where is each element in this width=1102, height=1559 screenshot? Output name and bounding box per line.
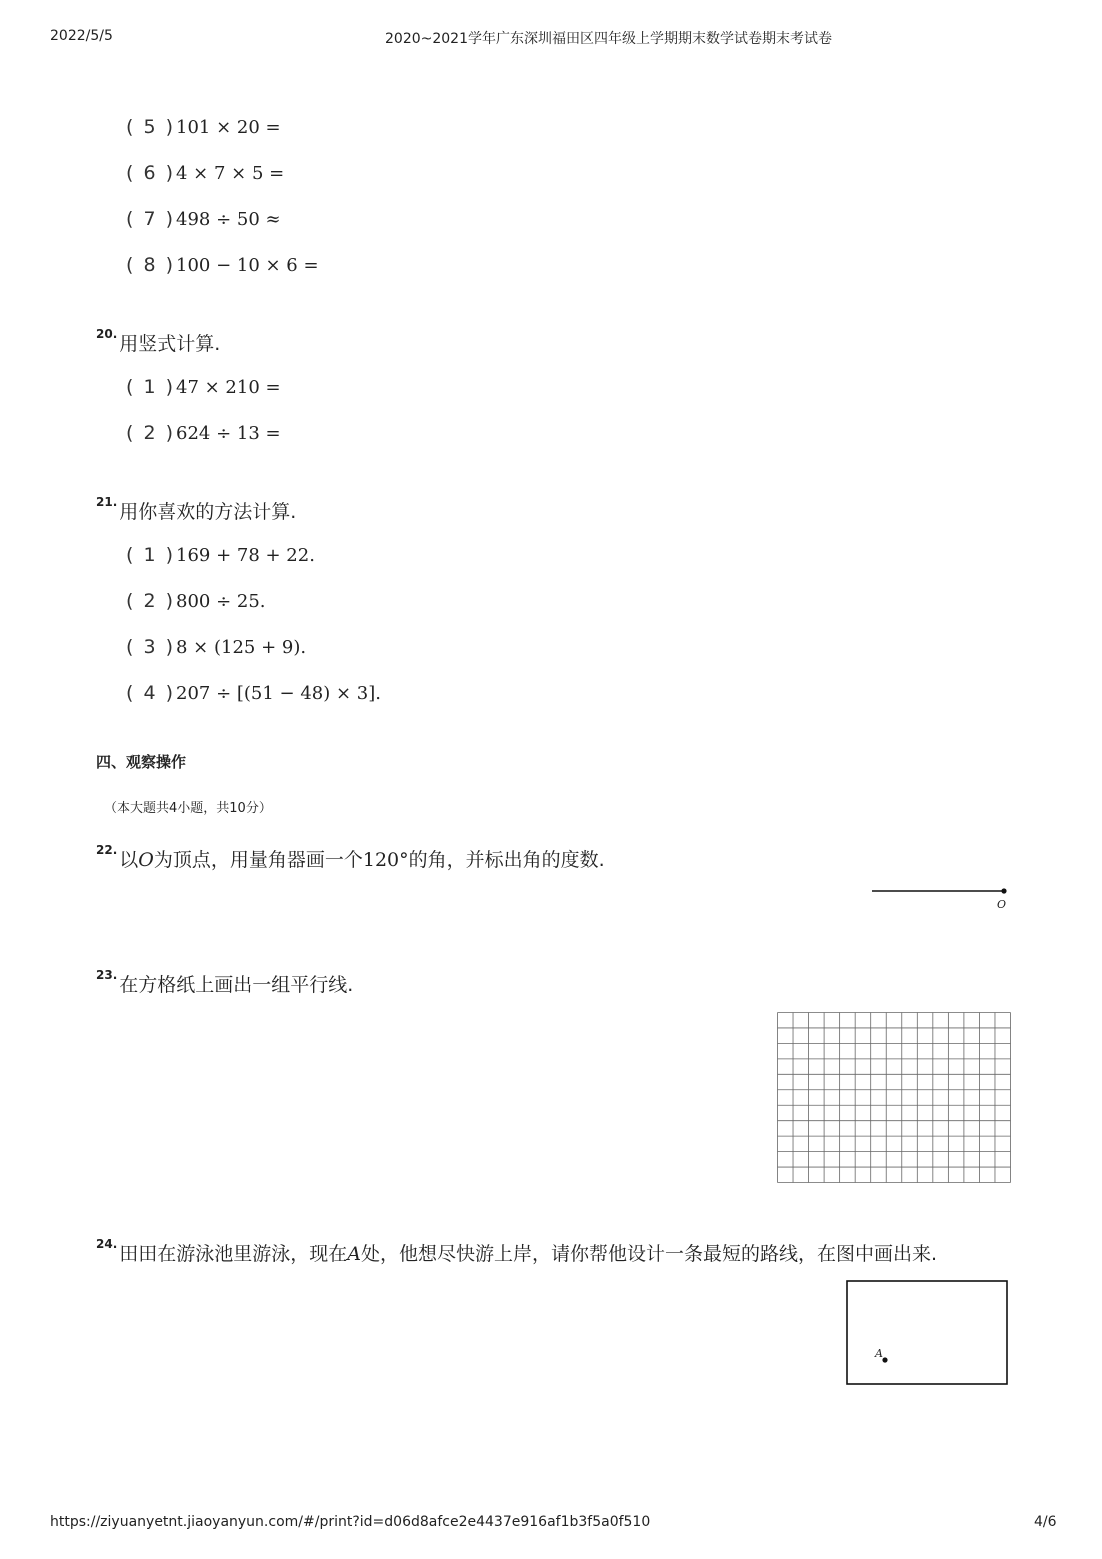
question-number: 21. xyxy=(96,495,118,509)
square-grid xyxy=(777,1012,1011,1183)
sub-label: ( 1 ) xyxy=(126,544,175,566)
math-variable: A xyxy=(347,1243,362,1265)
angle-value: 120° xyxy=(362,849,409,871)
sub-label: ( 7 ) xyxy=(126,208,175,230)
sub-label: ( 5 ) xyxy=(126,116,175,138)
sub-label: ( 4 ) xyxy=(126,682,175,704)
sub-expression: 800 ÷ 25. xyxy=(176,591,266,612)
question-24 xyxy=(96,1239,937,1266)
sub-label: ( 2 ) xyxy=(126,422,175,444)
question-22 xyxy=(96,845,605,872)
q20-sub-2 xyxy=(126,422,281,444)
question-23 xyxy=(96,970,353,997)
print-date: 2022/5/5 xyxy=(50,28,113,44)
sub-expression: 101 × 20 = xyxy=(176,117,281,138)
sub-expression: 47 × 210 = xyxy=(176,377,281,398)
question-text: 用你喜欢的方法计算. xyxy=(119,501,297,523)
pool-diagram xyxy=(846,1280,1008,1385)
question-21 xyxy=(96,497,296,524)
text-segment: 的角，并标出角的度数. xyxy=(408,849,605,871)
section-note: （本大题共4小题，共10分） xyxy=(104,801,272,816)
document-title: 2020~2021学年广东深圳福田区四年级上学期期末数学试卷期末考试卷 xyxy=(385,31,832,47)
q19-sub-7 xyxy=(126,208,281,230)
question-number: 22. xyxy=(96,843,118,857)
sub-expression: 169 + 78 + 22. xyxy=(176,545,315,566)
question-text: 在方格纸上画出一组平行线. xyxy=(119,974,354,996)
sub-label: ( 8 ) xyxy=(126,254,175,276)
point-a xyxy=(882,1357,887,1362)
q21-sub-1 xyxy=(126,544,315,566)
text-segment: 田田在游泳池里游泳，现在 xyxy=(119,1243,348,1265)
sub-expression: 100 − 10 × 6 = xyxy=(176,255,319,276)
q19-sub-8 xyxy=(126,254,319,276)
q21-sub-3 xyxy=(126,636,306,658)
question-text xyxy=(119,1243,937,1265)
question-text xyxy=(119,849,604,871)
sub-label: ( 2 ) xyxy=(126,590,175,612)
text-segment: 处，他想尽快游上岸，请你帮他设计一条最短的路线，在图中画出来. xyxy=(361,1243,938,1265)
vertex-label: O xyxy=(997,898,1007,911)
question-number: 24. xyxy=(96,1237,118,1251)
ray-diagram xyxy=(860,880,1020,916)
page-url: https://ziyuanyetnt.jiaoyanyun.com/#/print?id=d06d8afce2e4437e916af1b3f5a0f510 xyxy=(50,1514,651,1530)
page-number: 4/6 xyxy=(1034,1514,1057,1530)
sub-label: ( 3 ) xyxy=(126,636,175,658)
point-a-label: A xyxy=(875,1347,883,1360)
question-text: 用竖式计算. xyxy=(119,333,221,355)
sub-expression: 207 ÷ [(51 − 48) × 3]. xyxy=(176,683,382,704)
sub-expression: 8 × (125 + 9). xyxy=(176,637,307,658)
pool-boundary xyxy=(847,1281,1007,1384)
question-20 xyxy=(96,329,220,356)
q21-sub-4 xyxy=(126,682,381,704)
q20-sub-1 xyxy=(126,376,281,398)
math-variable: O xyxy=(138,849,154,871)
sub-expression: 624 ÷ 13 = xyxy=(176,423,281,444)
sub-label: ( 6 ) xyxy=(126,162,175,184)
sub-expression: 498 ÷ 50 ≈ xyxy=(176,209,281,230)
q19-sub-5 xyxy=(126,116,281,138)
section-title: 四、观察操作 xyxy=(96,753,187,771)
q21-sub-2 xyxy=(126,590,266,612)
q19-sub-6 xyxy=(126,162,284,184)
question-number: 20. xyxy=(96,327,118,341)
vertex-point xyxy=(1001,888,1006,893)
text-segment: 以 xyxy=(119,849,139,871)
text-segment: 为顶点，用量角器画一个 xyxy=(153,849,363,871)
sub-expression: 4 × 7 × 5 = xyxy=(176,163,285,184)
question-number: 23. xyxy=(96,968,118,982)
sub-label: ( 1 ) xyxy=(126,376,175,398)
